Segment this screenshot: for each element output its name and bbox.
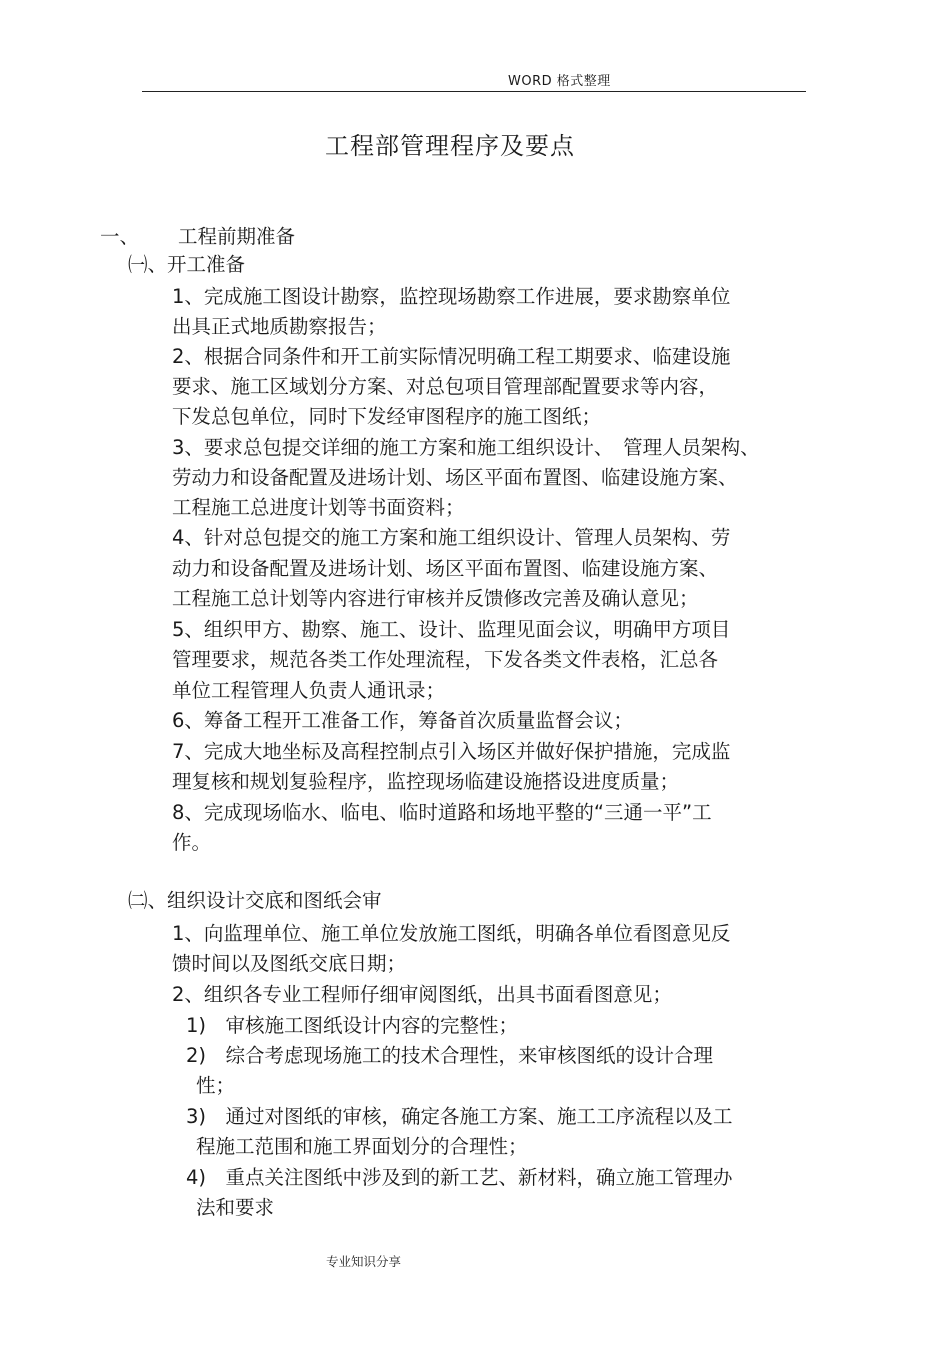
paragraph-line: 4、针对总包提交的施工方案和施工组织设计、管理人员架构、劳 — [172, 526, 731, 549]
paragraph-line: 6、筹备工程开工准备工作，筹备首次质量监督会议； — [172, 709, 633, 732]
paragraph-line: 作。 — [172, 831, 212, 854]
numbered-item-line: 性； — [196, 1074, 236, 1097]
paragraph-line: 单位工程管理人负责人通讯录； — [172, 679, 446, 702]
paragraph-line: 管理要求，规范各类工作处理流程，下发各类文件表格，汇总各 — [172, 648, 719, 671]
paragraph-line: 动力和设备配置及进场计划、场区平面布置图、临建设施方案、 — [172, 557, 719, 580]
numbered-item-line: 1) 审核施工图纸设计内容的完整性； — [186, 1014, 519, 1037]
paragraph-line: 7、完成大地坐标及高程控制点引入场区并做好保护措施，完成监 — [172, 740, 731, 763]
paragraph-line: 1、向监理单位、施工单位发放施工图纸，明确各单位看图意见反 — [172, 922, 731, 945]
paragraph-line: 2、组织各专业工程师仔细审阅图纸，出具书面看图意见； — [172, 983, 672, 1006]
paragraph-line: 8、完成现场临水、临电、临时道路和场地平整的“三通一平”工 — [172, 801, 712, 824]
paragraph-line: 劳动力和设备配置及进场计划、场区平面布置图、临建设施方案、 — [172, 466, 738, 489]
numbered-item-line: 4) 重点关注图纸中涉及到的新工艺、新材料，确立施工管理办 — [186, 1166, 733, 1189]
numbered-item-line: 2) 综合考虑现场施工的技术合理性，来审核图纸的设计合理 — [186, 1044, 714, 1067]
paragraph-line: 2、根据合同条件和开工前实际情况明确工程工期要求、临建设施 — [172, 345, 731, 368]
header-rule — [142, 91, 806, 92]
paragraph-line: 馈时间以及图纸交底日期； — [172, 952, 407, 975]
subsection-heading: ㈡、组织设计交底和图纸会审 — [128, 889, 382, 912]
paragraph-line: 要求、施工区域划分方案、对总包项目管理部配置要求等内容， — [172, 375, 719, 398]
paragraph-line: 工程施工总计划等内容进行审核并反馈修改完善及确认意见； — [172, 587, 699, 610]
numbered-item-line: 法和要求 — [196, 1196, 275, 1219]
paragraph-line: 出具正式地质勘察报告； — [172, 315, 387, 338]
page-footer: 专业知识分享 — [326, 1254, 402, 1269]
numbered-item-line: 3) 通过对图纸的审核，确定各施工方案、施工工序流程以及工 — [186, 1105, 733, 1128]
page-header: WORD 格式整理 — [508, 74, 611, 89]
paragraph-line: 理复核和规划复验程序，监控现场临建设施搭设进度质量； — [172, 770, 680, 793]
paragraph-line: 工程施工总进度计划等书面资料； — [172, 496, 465, 519]
paragraph-line: 3、要求总包提交详细的施工方案和施工组织设计、 管理人员架构、 — [172, 436, 760, 459]
paragraph-line: 5、组织甲方、勘察、施工、设计、监理见面会议，明确甲方项目 — [172, 618, 731, 641]
numbered-item-line: 程施工范围和施工界面划分的合理性； — [196, 1135, 528, 1158]
paragraph-line: 1、完成施工图设计勘察，监控现场勘察工作进展，要求勘察单位 — [172, 285, 731, 308]
section-number: 一、 — [100, 225, 140, 248]
document-title: 工程部管理程序及要点 — [325, 132, 575, 160]
section-title: 工程前期准备 — [178, 225, 296, 248]
subsection-heading: ㈠、开工准备 — [128, 253, 246, 276]
paragraph-line: 下发总包单位，同时下发经审图程序的施工图纸； — [172, 405, 602, 428]
